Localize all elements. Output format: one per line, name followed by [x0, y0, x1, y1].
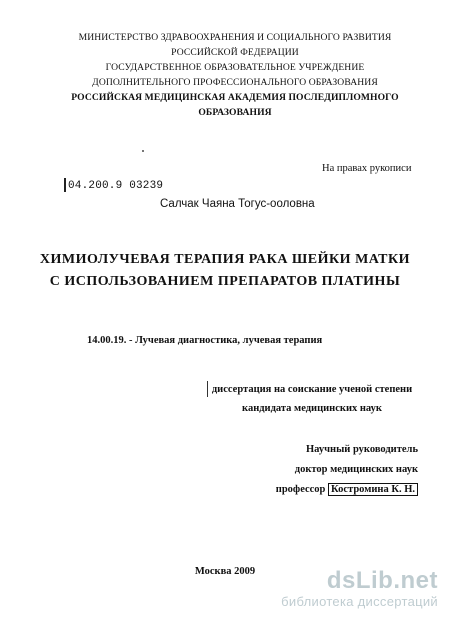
- registration-number: 04.200.9 03239: [68, 180, 164, 192]
- institution-header: [0, 30, 450, 120]
- institution-line: ОБРАЗОВАНИЯ: [198, 107, 272, 118]
- supervisor-name-line: [276, 480, 418, 500]
- degree-line: диссертация на соискание ученой степени: [211, 384, 413, 395]
- city-year: Москва 2009: [194, 566, 256, 577]
- title-line: С ИСПОЛЬЗОВАНИЕМ ПРЕПАРАТОВ ПЛАТИНЫ: [49, 274, 401, 289]
- specialty-code: 14.00.19. - Лучевая диагностика, лучевая терапия: [87, 335, 323, 346]
- institution-line: МИНИСТЕРСТВО ЗДРАВООХРАНЕНИЯ И СОЦИАЛЬНОГО РАЗВИТИЯ: [78, 32, 392, 43]
- supervisor-block: [276, 440, 418, 500]
- institution-line: ГОСУДАРСТВЕННОЕ ОБРАЗОВАТЕЛЬНОЕ УЧРЕЖДЕНИЕ: [105, 62, 365, 73]
- thesis-title: [0, 249, 450, 293]
- supervisor-degree: доктор медицинских наук: [294, 464, 418, 475]
- stamp-mark: [64, 178, 66, 192]
- scan-dot: [142, 150, 144, 152]
- dslib-watermark: [281, 568, 438, 610]
- institution-line: РОССИЙСКАЯ МЕДИЦИНСКАЯ АКАДЕМИЯ ПОСЛЕДИПЛОМНОГО: [71, 92, 399, 103]
- supervisor-role: Научный руководитель: [306, 444, 418, 455]
- institution-line: ДОПОЛНИТЕЛЬНОГО ПРОФЕССИОНАЛЬНОГО ОБРАЗОВАНИЯ: [92, 77, 378, 88]
- watermark-logo: dsLib.net: [326, 567, 438, 594]
- degree-statement: [196, 380, 428, 418]
- manuscript-rights-note: На правах рукописи: [322, 163, 412, 174]
- supervisor-name: Костромина К. Н.: [328, 483, 418, 496]
- institution-line: РОССИЙСКОЙ ФЕДЕРАЦИИ: [171, 47, 299, 58]
- title-line: ХИМИОЛУЧЕВАЯ ТЕРАПИЯ РАКА ШЕЙКИ МАТКИ: [39, 252, 411, 267]
- supervisor-title: профессор: [275, 484, 326, 495]
- degree-line: кандидата медицинских наук: [242, 403, 382, 414]
- watermark-subtitle: библиотека диссертаций: [281, 594, 438, 609]
- author-name: Салчак Чаяна Тогус-ооловна: [160, 198, 315, 210]
